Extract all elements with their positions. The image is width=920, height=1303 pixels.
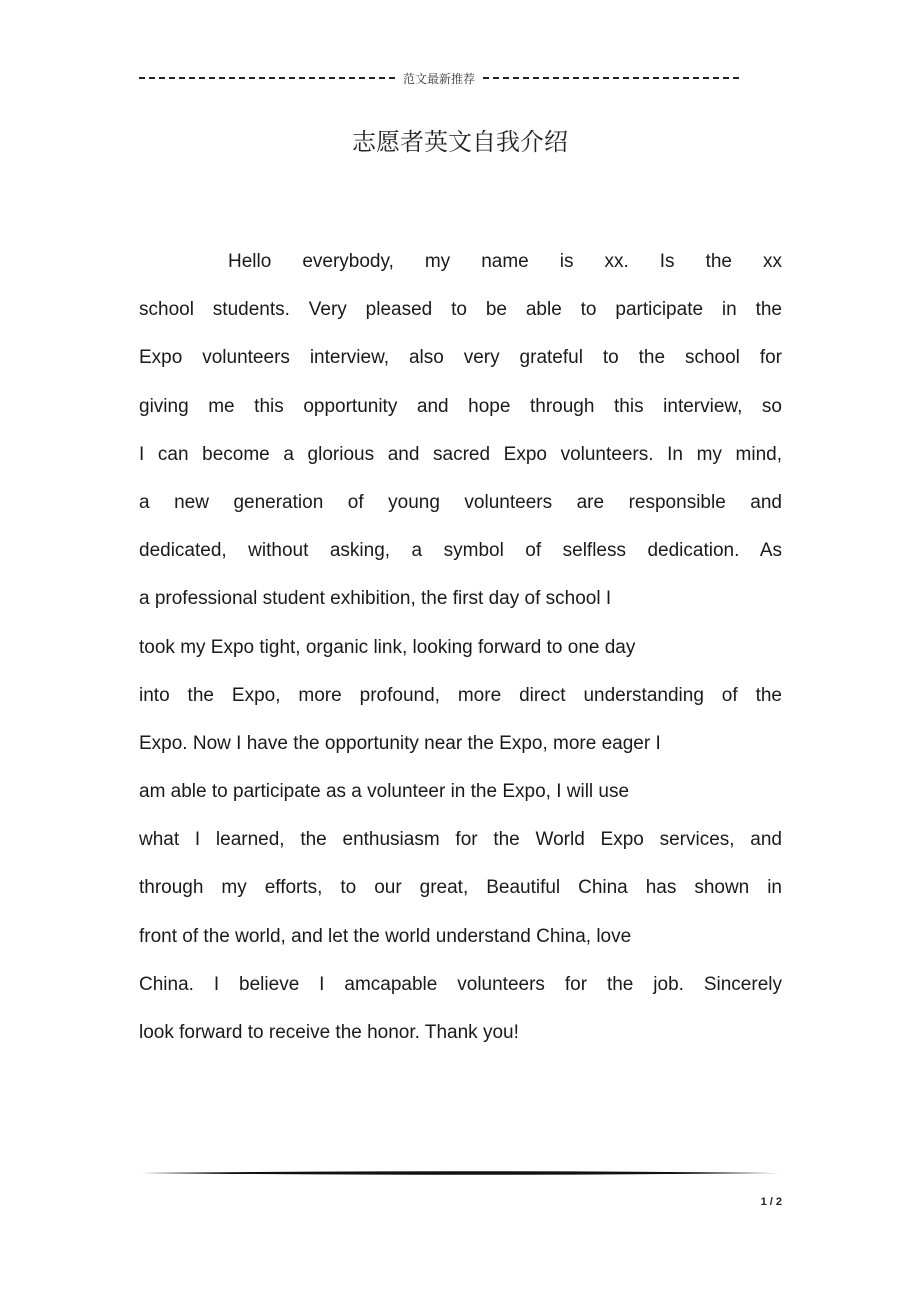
body-line: into the Expo, more profound, more direct understanding of the [139, 684, 782, 706]
body-line: took my Expo tight, organic link, looking forward to one day [139, 636, 636, 658]
body-line: school students. Very pleased to be able to participate in the [139, 299, 782, 321]
body-line: China. I believe I amcapable volunteers for the job. Sincerely [139, 973, 782, 995]
footer-rule [141, 1168, 779, 1178]
body-line: dedicated, without asking, a symbol of selfless dedication. As [139, 540, 782, 562]
body-line: front of the world, and let the world understand China, love [139, 925, 632, 947]
page-header [139, 68, 739, 88]
body-line: through my efforts, to our great, Beautiful China has shown in [139, 877, 782, 899]
body-line: Expo volunteers interview, also very grateful to the school for [139, 347, 782, 369]
header-dashed-rule-right [483, 77, 739, 79]
body-line: Expo. Now I have the opportunity near the Expo, more eager I [139, 732, 661, 754]
body-line: am able to participate as a volunteer in the Expo, I will use [139, 781, 630, 803]
body-line: a professional student exhibition, the first day of school I [139, 588, 612, 610]
document-body [139, 238, 782, 1057]
body-line: I can become a glorious and sacred Expo volunteers. In my mind, [139, 443, 782, 465]
document-title: 志愿者英文自我介绍 [352, 128, 568, 156]
header-dashed-rule-left [139, 77, 395, 79]
body-line: giving me this opportunity and hope through this interview, so [139, 395, 782, 417]
header-label: 范文最新推荐 [403, 71, 476, 86]
body-line: what I learned, the enthusiasm for the World Expo services, and [139, 829, 782, 851]
body-line: look forward to receive the honor. Thank you! [139, 1022, 519, 1043]
body-line: a new generation of young volunteers are responsible and [139, 491, 782, 513]
body-line: Hello everybody, my name is xx. Is the xx [228, 251, 782, 272]
page-number: 1 / 2 [760, 1196, 782, 1208]
